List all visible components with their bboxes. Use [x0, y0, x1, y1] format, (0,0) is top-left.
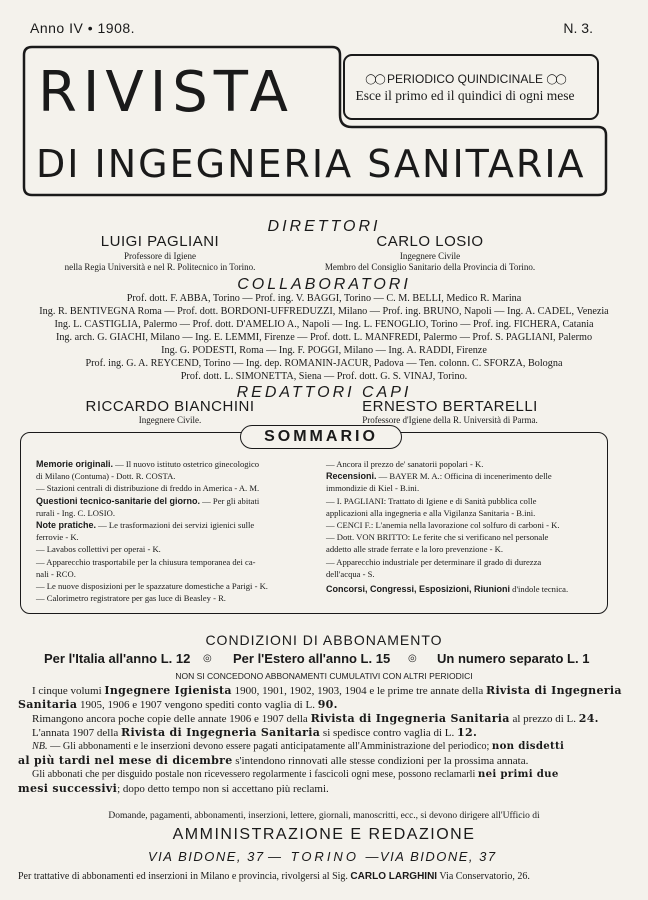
sommario-entry [326, 470, 601, 482]
ornament-icon: ◯◯ [546, 74, 565, 86]
text: Per trattative di abbonamenti ed inserzioni in Milano e provincia, rivolgersi al Sig. [18, 871, 351, 882]
paragraph-line [32, 726, 477, 739]
amministrazione-heading: AMMINISTRAZIONE E REDAZIONE [172, 826, 476, 843]
sommario-entry [36, 556, 321, 568]
emphasis: Ingegnere Igienista [104, 684, 232, 697]
paragraph-line [32, 768, 559, 780]
entry-text: ferrovie - K. [36, 532, 79, 543]
sommario-entry [326, 519, 601, 531]
paragraph-line [32, 740, 564, 752]
entry-text: rurali - Ing. C. LOSIO. [36, 507, 116, 518]
condizioni-note: NON SI CONCEDONO ABBONAMENTI CUMULATIVI CON ALTRI PERIODICI [175, 671, 473, 681]
condizioni-heading: CONDIZIONI DI ABBONAMENTO [205, 632, 443, 648]
entry-heading: Recensioni. [326, 471, 377, 482]
periodico-line [345, 72, 585, 86]
emphasis: non disdetti [491, 740, 565, 752]
publication-schedule: Esce il primo ed il quindici di ogni mese [355, 88, 575, 103]
ornament-icon: ◎ [408, 653, 417, 664]
text: Rimangono ancora poche copie delle annate 1906 e 1907 della [32, 713, 311, 725]
direttore-affiliation: nella Regia Università e nel R. Politecnico in Torino. [64, 262, 256, 272]
entry-text: — Calorimetro registratore per gas luce di Beasley - R. [36, 593, 226, 604]
entry-text: — CENCI F.: L'anemia nella lavorazione col solfuro di carboni - K. [326, 520, 560, 531]
collaboratori-heading: COLLABORATORI [237, 276, 411, 293]
emphasis: mesi successivi [18, 782, 118, 795]
emphasis: Rivista di Ingegneria Sanitaria [121, 726, 321, 739]
ornament-icon: ◎ [203, 653, 212, 664]
entry-text: — Apparecchio trasportabile per la chiusura temporanea dei ca- [36, 556, 256, 567]
text: 1905, 1906 e 1907 vengono spediti conto vaglia di L. [77, 699, 318, 711]
direttori-heading: DIRETTORI [267, 218, 381, 235]
issue-number: N. 3. [563, 20, 593, 36]
entry-text: — Dott. VON BRITTO: Le ferite che si verificano nel personale [326, 532, 549, 543]
text: al prezzo di L. [509, 713, 579, 725]
collaboratori-line: Prof. dott. F. ABBA, Torino — Prof. ing. V. BAGGI, Torino — C. M. BELLI, Medico R. Marina [126, 293, 522, 304]
sommario-entry [36, 495, 321, 507]
emphasis: al più tardi nel mese di dicembre [18, 754, 233, 767]
entry-text: — Il nuovo istituto ostetrico ginecologico [113, 459, 260, 469]
text: s'intendono rinnovati alle stesse condizioni per la prossima annata. [232, 755, 529, 767]
sommario-heading: SOMMARIO [264, 428, 378, 445]
text: Gli abbonati che per disguido postale non ricevessero regolarmente i fascicoli ogni mese, possono reclamarli [32, 769, 478, 780]
entry-text: addetto alle strade ferrate e la loro prevenzione - K. [326, 544, 504, 555]
emphasis: 12. [457, 726, 478, 739]
text: L'annata 1907 della [32, 727, 122, 739]
entry-text: immondizie di Kiel - B.ini. [326, 483, 420, 494]
sommario-left-column [36, 458, 321, 604]
redattore-title: Professore d'Igiene della R. Università di Parma. [362, 415, 538, 425]
redattore-name: ERNESTO BERTARELLI [362, 398, 538, 415]
sommario-entry [36, 568, 321, 580]
sommario-entry [326, 568, 601, 580]
sommario-entry [36, 482, 321, 494]
sommario-entry [326, 543, 601, 555]
trattative-line [18, 871, 530, 882]
collaboratori-line: Ing. G. PODESTI, Roma — Ing. F. POGGI, Milano — Ing. A. RADDI, Firenze [161, 345, 487, 356]
sommario-entry [36, 592, 321, 604]
emphasis: 90. [317, 698, 338, 711]
emphasis: 24. [578, 712, 599, 725]
entry-heading: Questioni tecnico-sanitarie del giorno. [36, 495, 201, 506]
text: NB. [32, 741, 48, 752]
sommario-entry [36, 519, 321, 531]
periodico-text: PERIODICO QUINDICINALE [386, 72, 544, 86]
paragraph-line [32, 684, 622, 697]
direttore-title: Professore di Igiene [124, 251, 196, 261]
city: — TORINO — [268, 849, 382, 864]
entry-heading: Concorsi, Congressi, Esposizioni, Riunioni [326, 584, 511, 595]
text: I cinque volumi [32, 685, 105, 697]
entry-text: — Lavabos collettivi per operai - K. [36, 544, 161, 555]
address-right: VIA BIDONE, 37 [380, 849, 497, 864]
emphasis: nei primi due [477, 768, 559, 780]
collaboratori-line: Prof. dott. L. SIMONETTA, Siena — Prof. dott. G. S. VINAJ, Torino. [180, 371, 468, 382]
sommario-entry [326, 556, 601, 568]
redattore-name: RICCARDO BIANCHINI [85, 398, 255, 415]
sommario-entry [36, 543, 321, 555]
direttore-title: Ingegnere Civile [399, 251, 461, 261]
sommario-entry [326, 507, 601, 519]
entry-text: — Le nuove disposizioni per le spazzature domestiche a Parigi - K. [36, 581, 268, 592]
volume-year: Anno IV • 1908. [30, 20, 136, 36]
sommario-right-column [326, 458, 601, 595]
paragraph-line [18, 782, 329, 795]
price-estero: Per l'Estero all'anno L. 15 [233, 651, 391, 666]
entry-text: applicazioni alla ingegneria e alla Vigilanza Sanitaria - B.ini. [326, 507, 536, 518]
entry-text: di Milano (Contuma) - Dott. R. COSTA. [36, 471, 176, 482]
entry-text: — Stazioni centrali di distribuzione di freddo in America - A. M. [36, 483, 260, 494]
text: ; dopo detto tempo non si accettano più reclami. [117, 783, 329, 795]
entry-text: — BAYER M. A.: Officina di incenerimento delle [376, 471, 552, 482]
masthead-title-line1: RIVISTA [38, 60, 294, 125]
paragraph-line [18, 698, 338, 711]
collaboratori-line: Prof. ing. G. A. REYCEND, Torino — Ing. dep. ROMANIN-JACUR, Padova — Ten. colonn. C. SFORZA, Bologna [85, 358, 563, 369]
collaboratori-line: Ing. arch. G. GIACHI, Milano — Ing. E. LEMMI, Firenze — Prof. dott. L. MANFREDI, Palermo — Prof. S. PAGLIANI, Palermo [55, 332, 593, 343]
text: si spedisce contro vaglia di L. [320, 727, 458, 739]
sommario-entry [36, 507, 321, 519]
emphasis: Sanitaria [18, 698, 78, 711]
entry-text: — I. PAGLIANI: Trattato di Igiene e di Sanità pubblica colle [326, 495, 537, 506]
sommario-entry [36, 580, 321, 592]
domande-line: Domande, pagamenti, abbonamenti, inserzioni, lettere, giornali, manoscritti, ecc., si devono dirigere all'Ufficio di [108, 811, 540, 821]
price-italia: Per l'Italia all'anno L. 12 [44, 651, 191, 666]
entry-text: — Ancora il prezzo de' sanatorii popolari - K. [326, 459, 484, 469]
sommario-entry [326, 482, 601, 494]
collaboratori-line: Ing. L. CASTIGLIA, Palermo — Prof. dott. D'AMELIO A., Napoli — Ing. L. FENOGLIO, Torino — Prof. ing. FICHERA, Catania [54, 319, 594, 330]
collaboratori-line: Ing. R. BENTIVEGNA Roma — Prof. dott. BORDONI-UFFREDUZZI, Milano — Prof. ing. BRUNO, Napoli — Ing. A. CADEL, Venezia [39, 306, 609, 317]
masthead-title-line2: DI INGEGNERIA SANITARIA [36, 142, 586, 186]
paragraph-line [18, 754, 528, 767]
emphasis: Rivista di Ingegneria Sanitaria [310, 712, 510, 725]
sommario-entry [36, 458, 321, 470]
entry-text: dell'acqua - S. [326, 568, 375, 579]
paragraph-line [32, 712, 599, 725]
entry-text: nali - RCO. [36, 568, 76, 579]
ornament-icon: ◯◯ [365, 74, 384, 86]
entry-text: — Le trasformazioni dei servizi igienici sulle [96, 520, 255, 531]
sommario-entry [326, 458, 601, 470]
text: — Gli abbonamenti e le inserzioni devono essere pagati anticipatamente all'Amministrazione del periodico; [47, 741, 492, 752]
entry-heading: Note pratiche. [36, 520, 97, 531]
sommario-title-box [240, 425, 402, 449]
sommario-entry [326, 531, 601, 543]
redattore-title: Ingegnere Civile. [138, 415, 202, 425]
price-numero: Un numero separato L. 1 [437, 651, 590, 666]
redattori-heading: REDATTORI CAPI [236, 384, 412, 401]
sommario-entry [326, 495, 601, 507]
address-left: VIA BIDONE, 37 [148, 849, 265, 864]
entry-text: — Per gli abitati [200, 495, 260, 506]
text: Via Conservatorio, 26. [437, 871, 530, 882]
sommario-entry [326, 583, 601, 595]
direttore-affiliation: Membro del Consiglio Sanitario della Provincia di Torino. [324, 262, 536, 272]
entry-text: d'indole tecnica. [510, 584, 569, 595]
direttore-name: CARLO LOSIO [376, 233, 484, 250]
sommario-entry [36, 470, 321, 482]
direttore-name: LUIGI PAGLIANI [100, 233, 220, 250]
sommario-entry [36, 531, 321, 543]
entry-text: — Apparecchio industriale per determinare il grado di durezza [326, 556, 542, 567]
emphasis: Rivista di Ingegneria [486, 684, 622, 697]
entry-heading: Memorie originali. [36, 459, 114, 469]
text: 1900, 1901, 1902, 1903, 1904 e le prime tre annate della [231, 685, 487, 697]
contact-name: CARLO LARGHINI [350, 871, 438, 882]
